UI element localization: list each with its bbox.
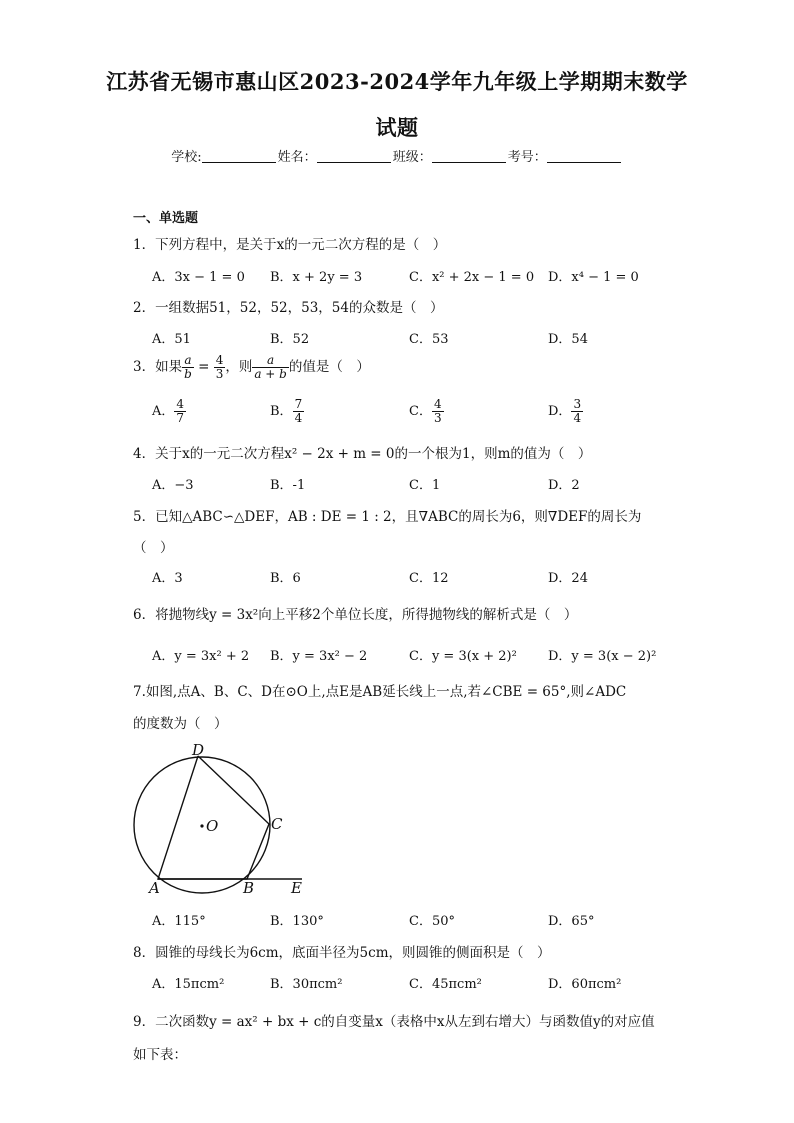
question-4-stem: 4．关于x的一元二次方程x² − 2x + m = 0的一个根为1，则m的值为（ ）: [133, 446, 592, 462]
label-e: E: [291, 879, 302, 897]
q7-option-b[interactable]: B．130°: [270, 914, 324, 929]
question-5-stem-cont: （ ）: [133, 540, 174, 556]
q2-option-a[interactable]: A．51: [152, 332, 191, 347]
question-6-stem: 6．将抛物线y = 3x²向上平移2个单位长度，所得抛物线的解析式是（ ）: [133, 607, 578, 623]
section-heading: 一、单选题: [133, 211, 199, 226]
q3-option-a[interactable]: A． $\frac{4}{7}$: [152, 397, 185, 425]
label-o: O: [206, 817, 219, 835]
exam-title-line2: 试题: [375, 115, 419, 140]
q7-option-a[interactable]: A．115°: [152, 914, 206, 929]
school-label: 学校:: [171, 150, 202, 165]
name-label: 姓名：: [277, 150, 317, 165]
q7-option-c[interactable]: C．50°: [409, 914, 455, 929]
exam-title-line1: 江苏省无锡市惠山区2023-2024学年九年级上学期期末数学: [106, 69, 688, 94]
q2-option-d[interactable]: D．54: [548, 332, 588, 347]
q8-option-c[interactable]: C．45πcm²: [409, 977, 482, 992]
q2-option-b[interactable]: B．52: [270, 332, 310, 347]
label-c: C: [271, 815, 283, 833]
name-blank[interactable]: [317, 150, 391, 163]
q3-option-c[interactable]: C． $\frac{4}{3}$: [409, 397, 442, 425]
id-label: 考号：: [507, 150, 547, 165]
q4-option-c[interactable]: C．1: [409, 478, 441, 493]
q5-option-a[interactable]: A．3: [152, 571, 183, 586]
q3-fraction-a-over-a-plus-b: $\frac{a}{a + b}$: [254, 353, 287, 381]
q6-option-b[interactable]: B．y = 3x² − 2: [270, 649, 368, 664]
q1-option-d[interactable]: D．x⁴ − 1 = 0: [548, 270, 639, 285]
question-7-stem: 7.如图,点A、B、C、D在⊙O上,点E是AB延长线上一点,若∠CBE = 65°,则∠ADC: [133, 684, 627, 700]
question-5-stem: 5．已知△ABC∽△DEF，AB : DE = 1 : 2，且∇ABC的周长为6，则∇DEF的周长为: [133, 509, 642, 525]
q4-option-d[interactable]: D．2: [548, 478, 580, 493]
q1-option-b[interactable]: B．x + 2y = 3: [270, 270, 363, 285]
q4-option-b[interactable]: B．-1: [270, 478, 306, 493]
q3-option-b[interactable]: B． $\frac{7}{4}$: [270, 397, 303, 425]
q3-suffix: 的值是（ ）: [288, 359, 370, 375]
q1-option-a[interactable]: A．3x − 1 = 0: [152, 270, 245, 285]
q3-prefix: 3．如果: [133, 359, 183, 375]
label-a: A: [149, 879, 160, 897]
student-info-row: [0, 146, 794, 165]
question-8-stem: 8．圆锥的母线长为6cm，底面半径为5cm，则圆锥的侧面积是（ ）: [133, 945, 551, 961]
class-label: 班级：: [392, 150, 432, 165]
question-1-stem: 1．下列方程中，是关于x的一元二次方程的是（ ）: [133, 237, 447, 253]
q4-option-a[interactable]: A．−3: [152, 478, 194, 493]
q3-fraction-a-over-b: $\frac{a}{b}$: [184, 353, 192, 381]
class-blank[interactable]: [432, 150, 506, 163]
circle-geometry-figure: [120, 736, 320, 902]
q8-option-d[interactable]: D．60πcm²: [548, 977, 622, 992]
school-blank[interactable]: [202, 150, 276, 163]
center-dot: [200, 824, 203, 827]
q5-option-d[interactable]: D．24: [548, 571, 588, 586]
q2-option-c[interactable]: C．53: [409, 332, 449, 347]
q3-fraction-4-over-3: $\frac{4}{3}$: [215, 353, 224, 381]
q6-option-a[interactable]: A．y = 3x² + 2: [152, 649, 250, 664]
question-3-stem: 3．如果 $\frac{a}{b}$ = $\frac{4}{3}$ ，则 $\frac{a}{a + b}$ 的值是（ ）: [133, 353, 370, 381]
q8-option-b[interactable]: B．30πcm²: [270, 977, 343, 992]
id-blank[interactable]: [547, 150, 621, 163]
q1-option-c[interactable]: C．x² + 2x − 1 = 0: [409, 270, 535, 285]
q5-option-c[interactable]: C．12: [409, 571, 449, 586]
q8-option-a[interactable]: A．15πcm²: [152, 977, 225, 992]
question-7-stem-cont: 的度数为（ ）: [133, 716, 228, 732]
q6-option-d[interactable]: D．y = 3(x − 2)²: [548, 649, 657, 664]
question-9-stem: 9．二次函数y = ax² + bx + c的自变量x（表格中x从左到右增大）与函数值y的对应值: [133, 1014, 655, 1030]
q3-mid: ，则: [225, 359, 253, 375]
label-b: B: [243, 879, 255, 897]
q6-option-c[interactable]: C．y = 3(x + 2)²: [409, 649, 517, 664]
label-d: D: [192, 741, 205, 759]
question-2-stem: 2．一组数据51，52，52，53，54的众数是（ ）: [133, 300, 444, 316]
q5-option-b[interactable]: B．6: [270, 571, 301, 586]
question-9-stem-cont: 如下表：: [133, 1047, 187, 1063]
q7-option-d[interactable]: D．65°: [548, 914, 595, 929]
q3-option-d[interactable]: D． $\frac{3}{4}$: [548, 397, 582, 425]
